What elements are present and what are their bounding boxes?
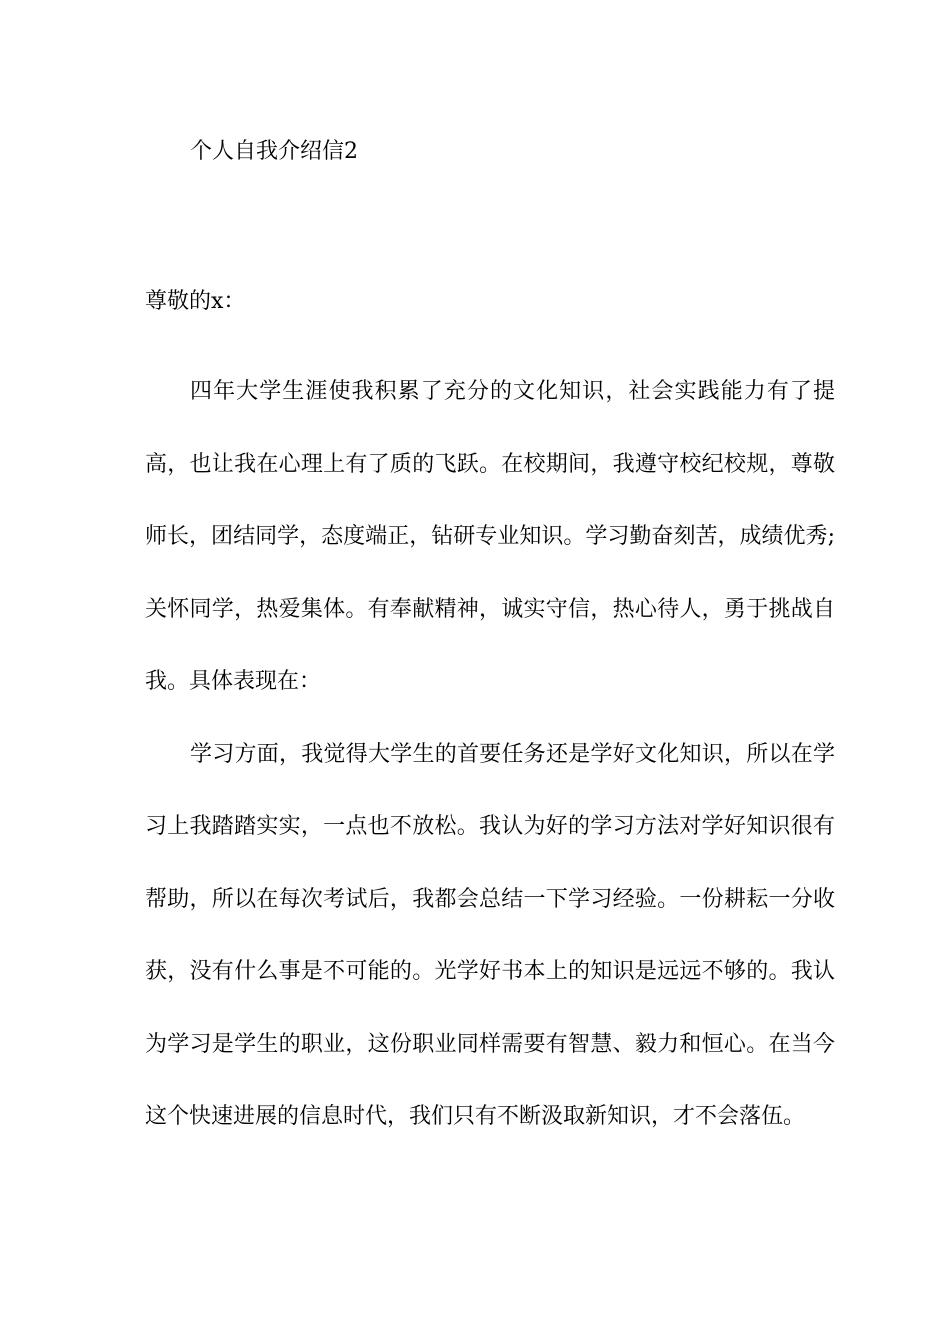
letter-body [145,356,835,1154]
document-title: 个人自我介绍信2 [190,139,358,164]
paragraph-intro: 四年大学生涯使我积累了充分的文化知识，社会实践能力有了提高，也让我在心理上有了质的飞跃。在校期间，我遵守校纪校规，尊敬师长，团结同学，态度端正，钻研专业知识。学习勤奋刻苦，成绩优秀;关怀同学，热爱集体。有奉献精神，诚实守信，热心待人，勇于挑战自我。具体表现在： [145,379,835,694]
salutation: 尊敬的x： [145,289,246,314]
paragraph-study: 学习方面，我觉得大学生的首要任务还是学好文化知识，所以在学习上我踏踏实实，一点也不放松。我认为好的学习方法对学好知识很有帮助，所以在每次考试后，我都会总结一下学习经验。一份耕耘一分收获，没有什么事是不可能的。光学好书本上的知识是远远不够的。我认为学习是学生的职业，这份职业同样需要有智慧、毅力和恒心。在当今这个快速进展的信息时代，我们只有不断汲取新知识，才不会落伍。 [145,741,835,1129]
